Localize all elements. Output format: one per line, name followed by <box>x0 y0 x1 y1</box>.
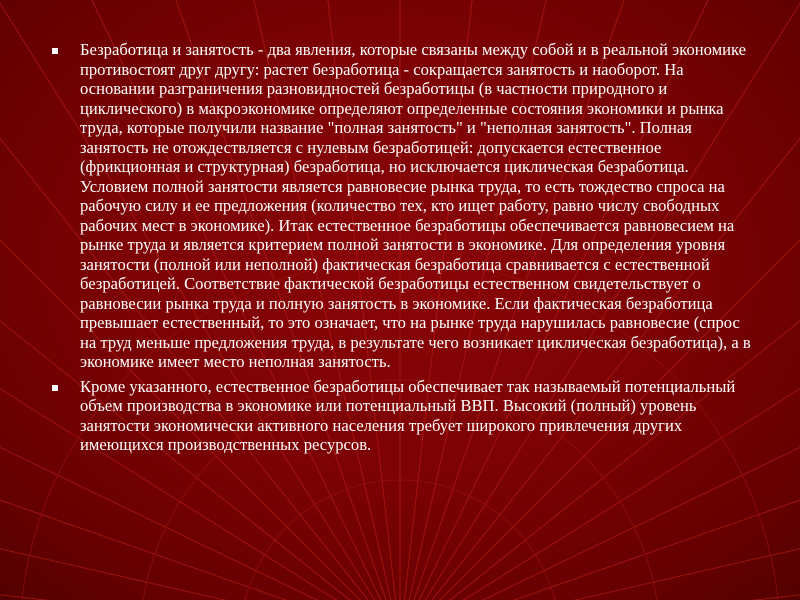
slide-content <box>46 40 756 460</box>
bullet-text: Кроме указанного, естественное безработицы обеспечивает так называемый потенциальный объем производства в экономике или потенциальный ВВП. Высокий (полный) уровень занятости экономически активного населения требует широкого привлечения других имеющихся производственных ресурсов. <box>80 376 736 454</box>
bullet-item <box>46 40 756 372</box>
bullet-list <box>46 40 756 455</box>
square-bullet-icon <box>52 385 58 391</box>
bullet-item <box>46 377 756 455</box>
square-bullet-icon <box>52 48 58 54</box>
bullet-text: Безработица и занятость - два явления, которые связаны между собой и в реальной экономике противостоят друг другу: растет безработица - сокращается занятость и наоборот. На основании разграничения разновидностей безработицы (в частности природного и циклического) в макроэкономике определяют определенные состояния экономики и рынка труда, которые получили название "полная занятость" и "неполная занятость". Полная занятость не отождествляется с нулевым безработицей: допускается естественное (фрикционная и структурная) безработица, но исключается циклическая безработица. Условием полной занятости является равновесие рынка труда, то есть тождество спроса на рабочую силу и ее предложения (количество тех, кто ищет работу, равно числу свободных рабочих мест в экономике). Итак естественное безработицы обеспечивается равновесием на рынке труда и является критерием полной занятости в экономике. Для определения уровня занятости (полной или неполной) фактическая безработица сравнивается с естественной безработицей. Соответствие фактической безработицы естественном свидетельствует о равновесии рынка труда и полную занятость в экономике. Если фактическая безработица превышает естественный, то это означает, что на рынке труда нарушилась равновесие (спрос на труд меньше предложения труда, в результате чего возникает циклическая безработица), а в экономике имеет место неполная занятость. <box>80 40 751 371</box>
